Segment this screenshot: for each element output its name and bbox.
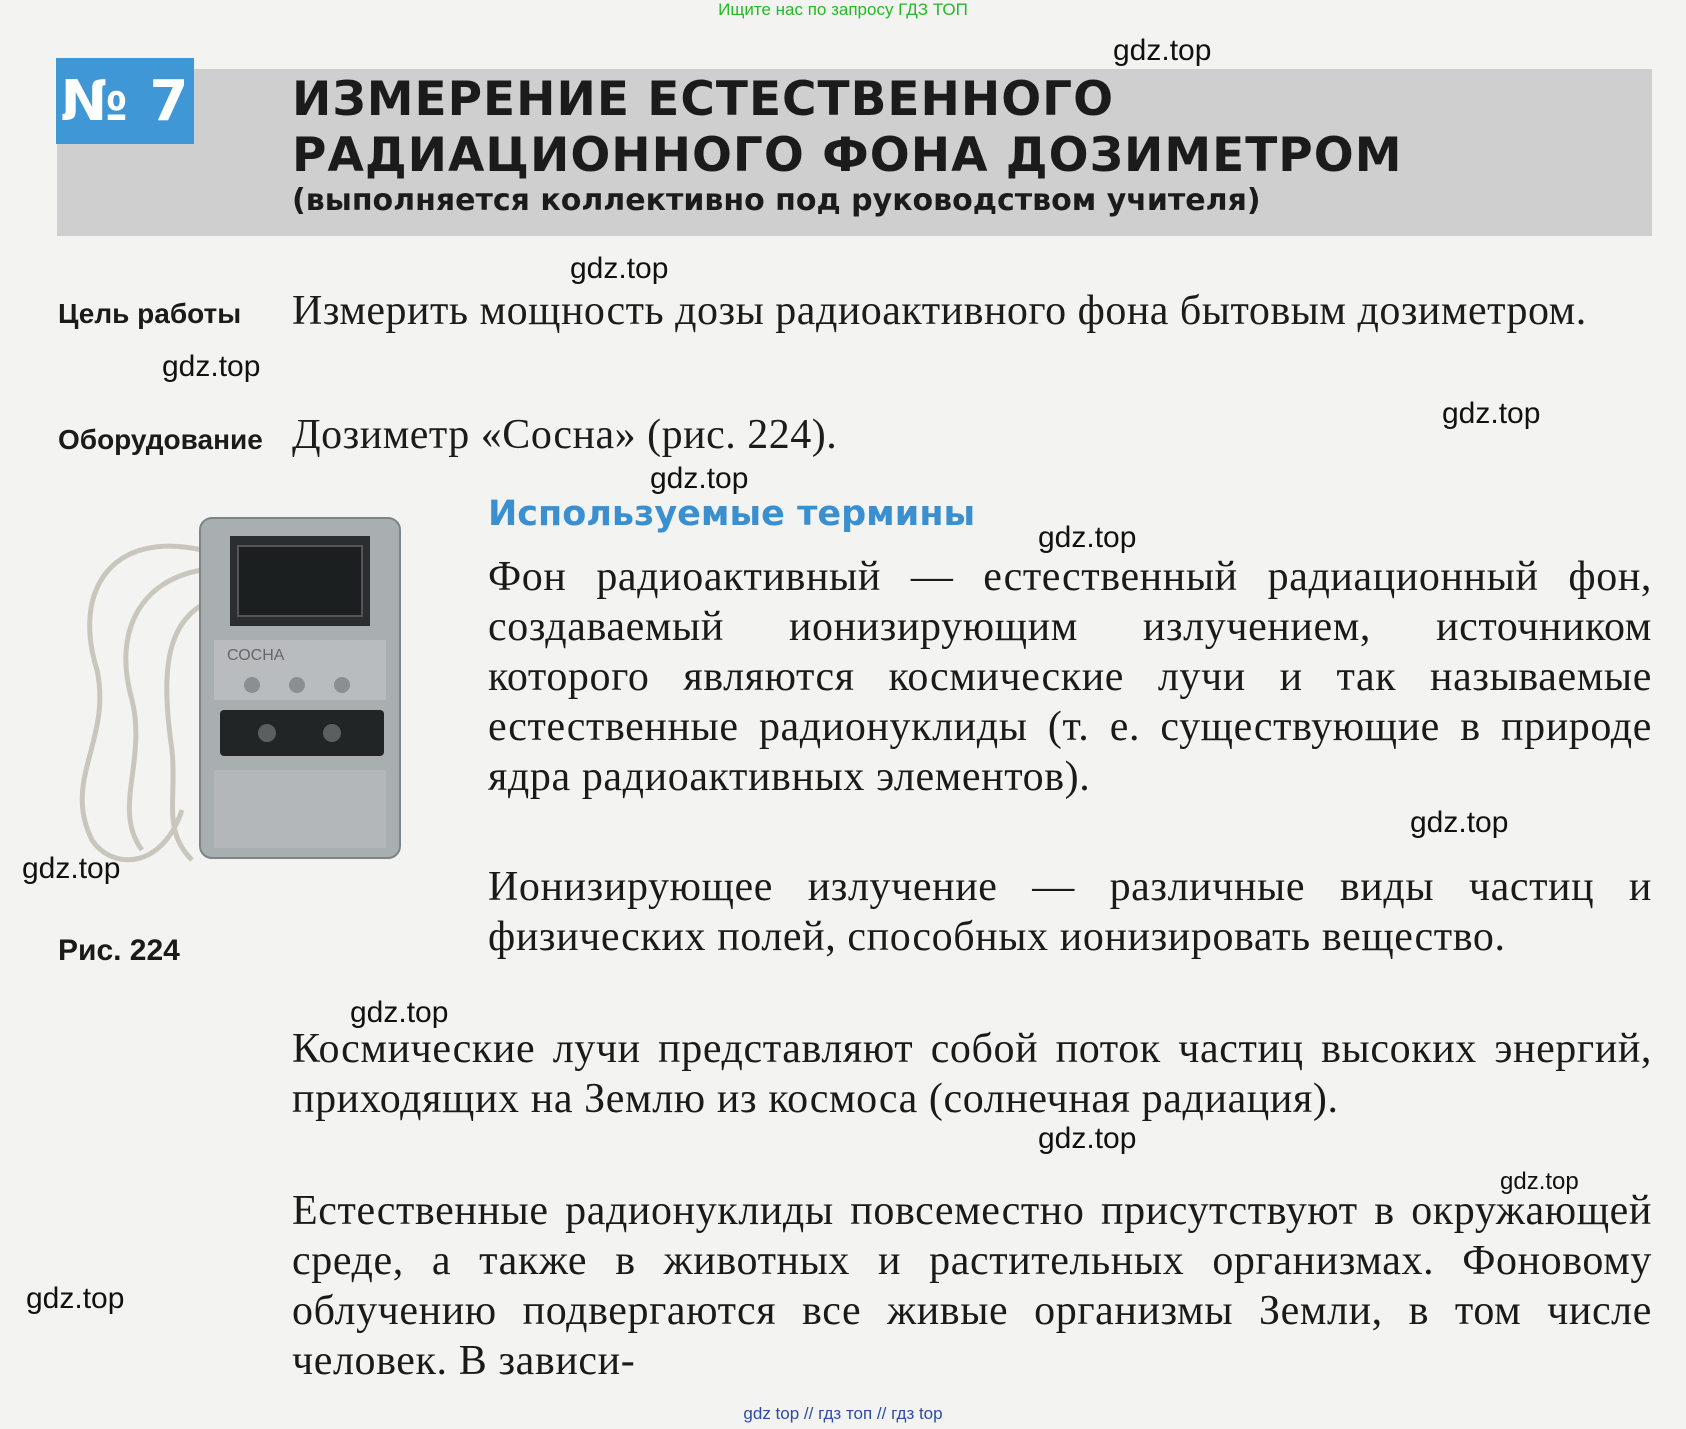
watermark-text: gdz.top — [1500, 1168, 1579, 1195]
body-paragraph: Космические лучи представляют собой поток частиц высоких энергий, приходящих на Землю из космоса (солнечная радиация). — [292, 1026, 1652, 1122]
watermark-text: gdz.top — [350, 996, 449, 1029]
goal-label: Цель работы — [58, 298, 242, 329]
watermark-text: gdz.top — [1038, 1122, 1137, 1155]
cord-drawing — [82, 546, 212, 860]
goal-text: Измерить мощность дозы радиоактивного фона бытовым дозиметром. — [292, 288, 1587, 334]
top-search-note: Ищите нас по запросу ГДЗ ТОП — [718, 0, 968, 19]
lab-subtitle: (выполняется коллективно под руководством учителя) — [292, 183, 1261, 218]
footer-watermark: gdz top // гдз топ // гдз top — [743, 1404, 943, 1423]
body-paragraph: Естественные радионуклиды повсеместно присутствуют в окружающей среде, а также в животных и растительных организмах. Фоновому облучению подвергаются все живые организмы Земли, в том числе человек. В зависи- — [292, 1188, 1652, 1384]
term-definition: Ионизирующее излучение — различные виды частиц и физических полей, способных ионизировать вещество. — [488, 864, 1652, 960]
terms-heading: Используемые термины — [488, 494, 976, 534]
watermark-text: gdz.top — [1113, 34, 1212, 67]
watermark-text: gdz.top — [162, 350, 261, 383]
lab-number-badge: № 7 — [56, 58, 194, 144]
equipment-label: Оборудование — [58, 424, 263, 455]
watermark-text: gdz.top — [22, 852, 121, 885]
watermark-text: gdz.top — [1038, 521, 1137, 554]
lab-title: ИЗМЕРЕНИЕ ЕСТЕСТВЕННОГО РАДИАЦИОННОГО ФОНА ДОЗИМЕТРОМ — [292, 72, 1403, 183]
watermark-text: gdz.top — [1442, 397, 1541, 430]
dosimeter-illustration — [52, 510, 432, 880]
figure-caption: Рис. 224 — [58, 934, 180, 967]
watermark-text: gdz.top — [1410, 806, 1509, 839]
watermark-text: gdz.top — [26, 1282, 125, 1315]
watermark-text: gdz.top — [650, 462, 749, 495]
term-definition: Фон радиоактивный — естественный радиационный фон, создаваемый ионизирующим излучением, источником которого являются космические лучи и так называемые естественные радионуклиды (т. е. существующие в природе ядра радиоактивных элементов). — [488, 554, 1652, 800]
device-brand-label: СОСНА — [227, 647, 285, 664]
watermark-text: gdz.top — [570, 252, 669, 285]
equipment-text: Дозиметр «Сосна» (рис. 224). — [292, 412, 838, 458]
